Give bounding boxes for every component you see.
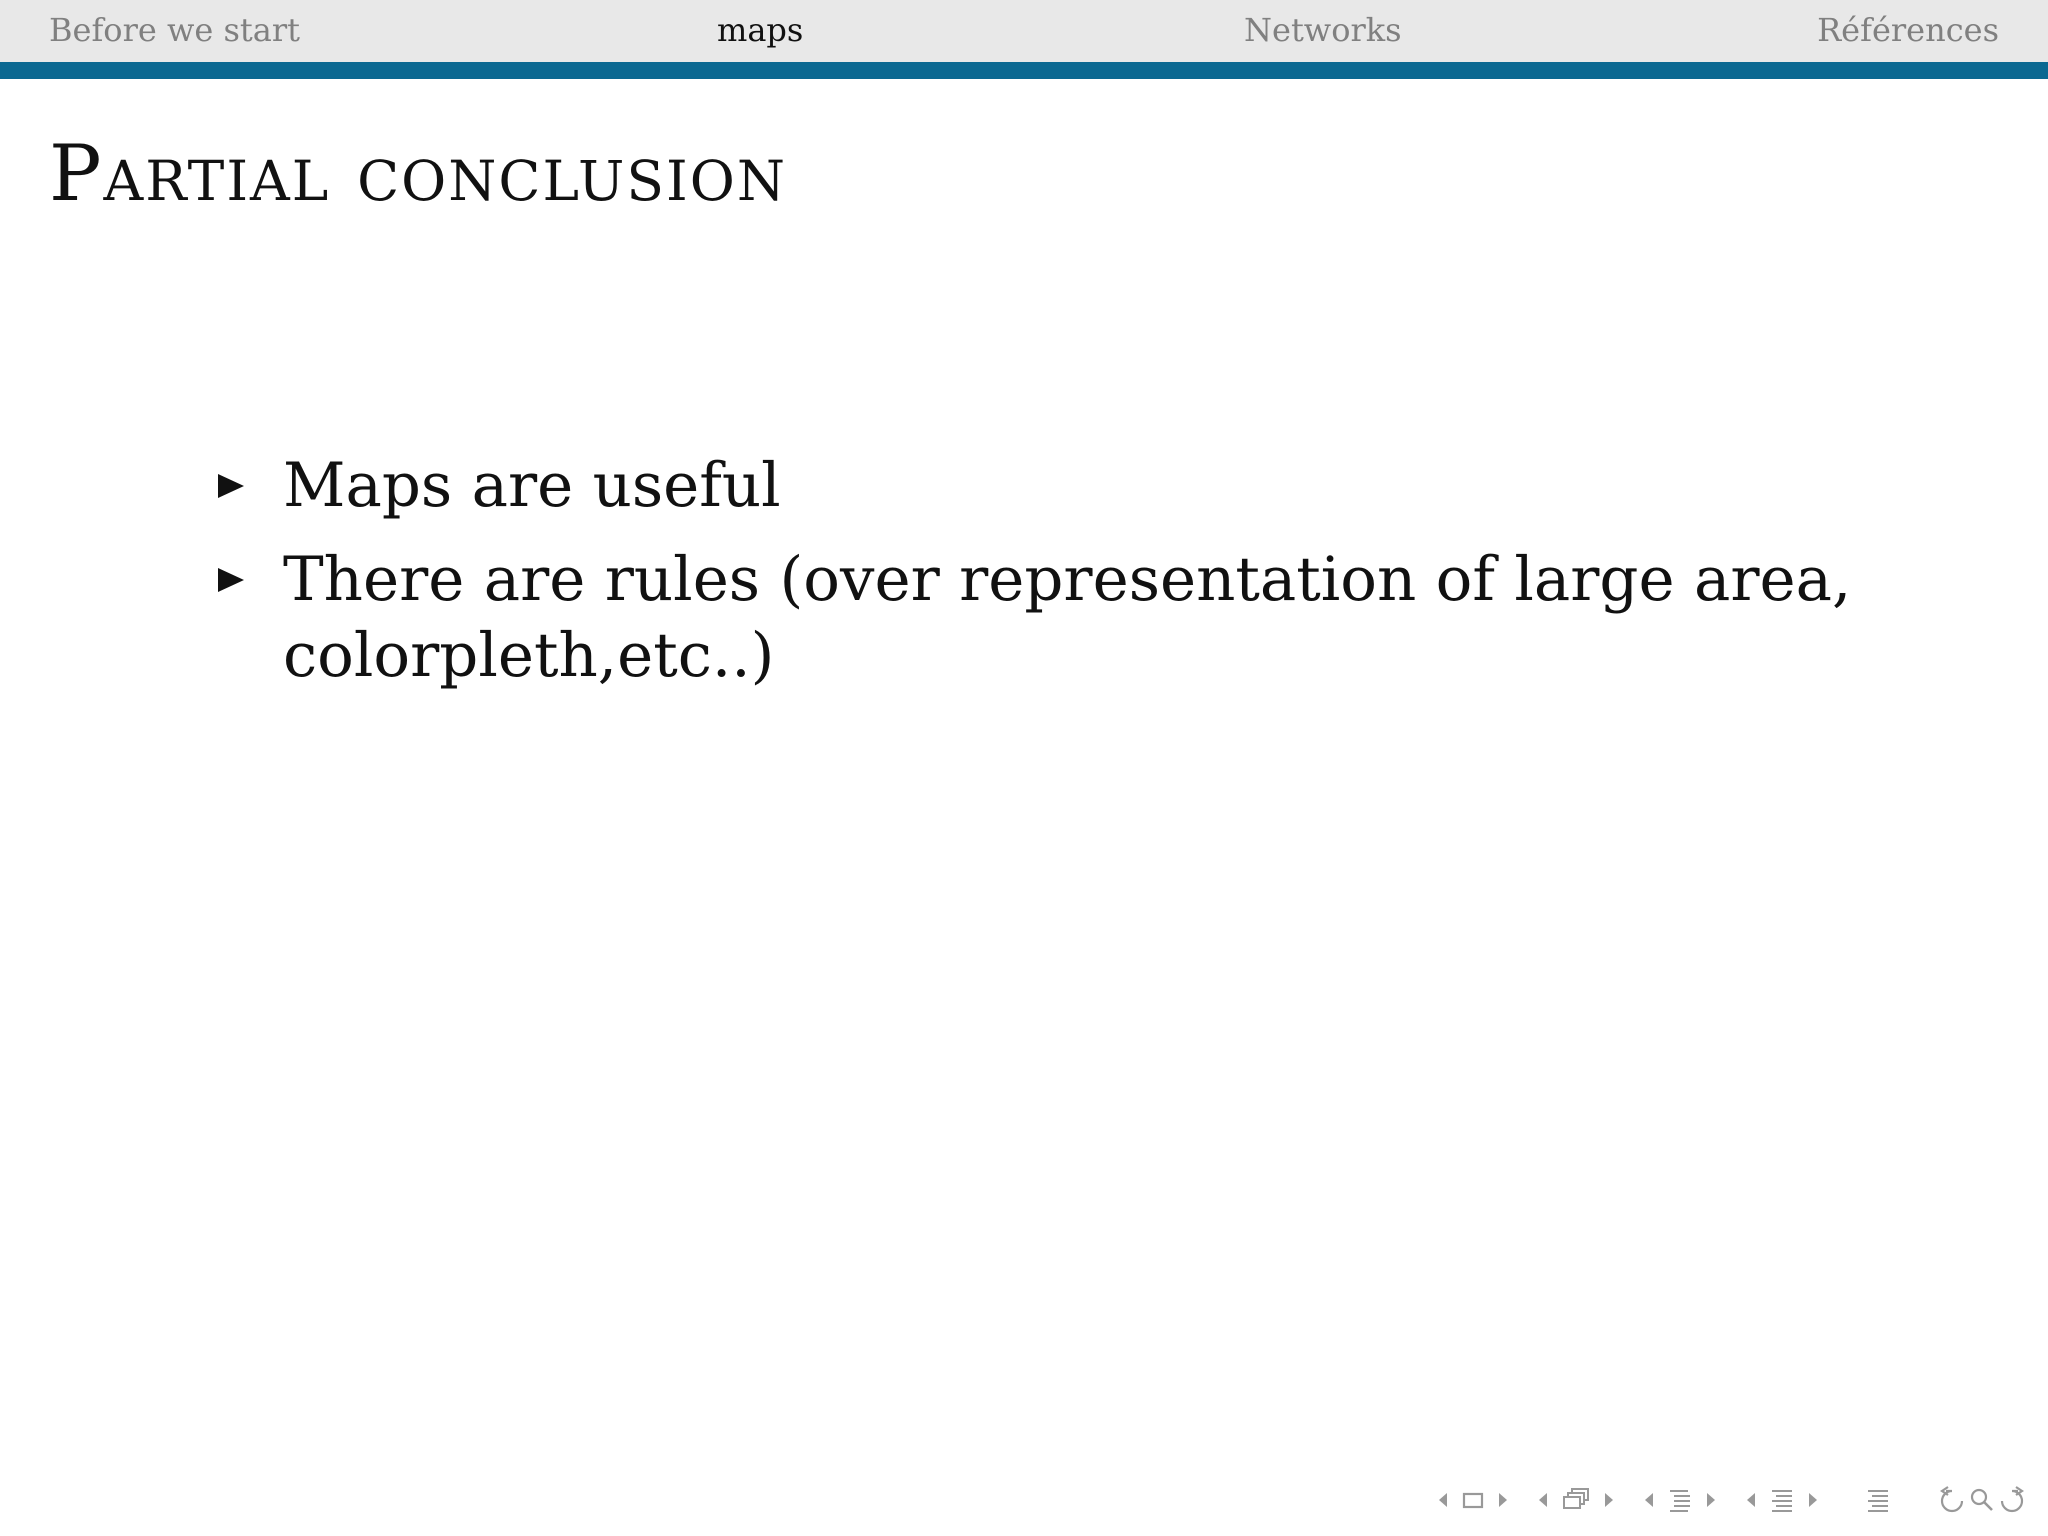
bullet-list [218, 448, 1858, 712]
next-section-icon[interactable] [1704, 1480, 1718, 1520]
section-link-before-we-start[interactable]: Before we start [49, 11, 300, 49]
slide-title: Partial conclusion [49, 129, 787, 219]
subsection-icon[interactable] [1560, 1480, 1592, 1520]
prev-document-icon[interactable] [1744, 1480, 1758, 1520]
list-item [218, 542, 1858, 694]
forward-icon[interactable] [1996, 1480, 2028, 1520]
frame-icon[interactable] [1460, 1480, 1486, 1520]
search-icon[interactable] [1968, 1480, 1996, 1520]
bullet-text: Maps are useful [283, 450, 781, 521]
section-navigation-bar [0, 0, 2048, 62]
prev-subsection-icon[interactable] [1536, 1480, 1550, 1520]
section-link-networks[interactable]: Networks [1244, 11, 1402, 49]
section-link-references[interactable]: Références [1817, 11, 1999, 49]
outline-icon[interactable] [1864, 1480, 1892, 1520]
section-link-maps[interactable]: maps [717, 11, 804, 49]
prev-section-icon[interactable] [1642, 1480, 1656, 1520]
next-document-icon[interactable] [1806, 1480, 1820, 1520]
triangle-bullet-icon [218, 474, 244, 498]
bullet-text: There are rules (over representation of large area, colorpleth,etc..) [283, 544, 1852, 691]
next-slide-icon[interactable] [1496, 1480, 1510, 1520]
next-subsection-icon[interactable] [1602, 1480, 1616, 1520]
triangle-bullet-icon [218, 568, 244, 592]
prev-slide-icon[interactable] [1436, 1480, 1450, 1520]
back-icon[interactable] [1936, 1480, 1968, 1520]
beamer-navigation-controls [1436, 1480, 2028, 1520]
list-item [218, 448, 1858, 524]
document-icon[interactable] [1768, 1480, 1796, 1520]
section-icon[interactable] [1666, 1480, 1694, 1520]
header-divider [0, 62, 2048, 79]
